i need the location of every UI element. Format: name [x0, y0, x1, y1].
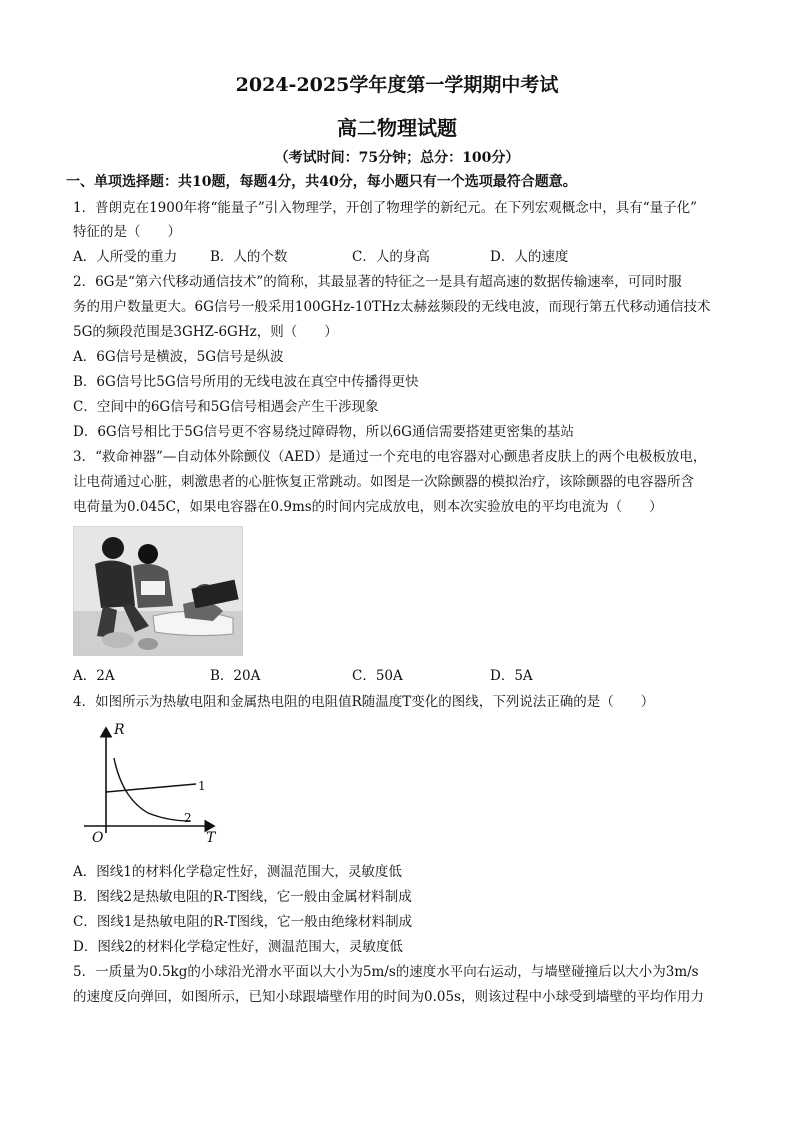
q2-option-b: B．6G信号比5G信号所用的无线电波在真空中传播得更快: [73, 374, 419, 390]
q2-option-d: D．6G信号相比于5G信号更不容易绕过障碍物，所以6G通信需要搭建更密集的基站: [73, 424, 574, 440]
question-1-line-1: 1．普朗克在1900年将“能量子”引入物理学，开创了物理学的新纪元。在下列宏观概念中，具有“量子化”: [73, 200, 698, 216]
section-heading: 一、单项选择题：共10题，每题4分，共40分，每小题只有一个选项最符合题意。: [66, 174, 577, 190]
q1-option-a: A．人所受的重力: [73, 249, 178, 265]
q3-option-c: C．50A: [352, 668, 403, 684]
question-2-line-1: 2．6G是“第六代移动通信技术”的简称，其最显著的特征之一是具有超高速的数据传输速率，可同时服: [73, 274, 682, 290]
q3-option-a: A．2A: [73, 668, 115, 684]
question-3-line-1: 3．“救命神器”—自动体外除颤仪（AED）是通过一个充电的电容器对心颤患者皮肤上的两个电极板放电，: [73, 449, 707, 465]
q1-option-c: C．人的身高: [352, 249, 430, 265]
question-5-line-1: 5．一质量为0.5kg的小球沿光滑水平面以大小为5m/s的速度水平向右运动，与墙壁碰撞后以大小为3m/s: [73, 964, 699, 980]
question-3-line-3: 电荷量为0.045C，如果电容器在0.9ms的时间内完成放电，则本次实验放电的平均电流为（ ）: [73, 499, 663, 515]
q2-option-a: A．6G信号是横波，5G信号是纵波: [73, 349, 284, 365]
origin-label: O: [92, 830, 104, 846]
curve-1: [106, 784, 196, 792]
exam-subtitle: 高二物理试题: [337, 116, 457, 140]
question-1-line-2: 特征的是（ ）: [73, 224, 181, 240]
y-axis-label: R: [114, 722, 125, 738]
exam-info: （考试时间：75分钟；总分：100分）: [274, 150, 520, 166]
question-2-line-3: 5G的频段范围是3GHZ-6GHz，则（ ）: [73, 324, 338, 340]
q4-option-c: C．图线1是热敏电阻的R-T图线，它一般由绝缘材料制成: [73, 914, 413, 930]
curve-2-label: 2: [184, 811, 192, 825]
q4-option-a: A．图线1的材料化学稳定性好，测温范围大，灵敏度低: [73, 864, 402, 880]
q2-option-c: C．空间中的6G信号和5G信号相遇会产生干涉现象: [73, 399, 379, 415]
r-t-graph: [78, 718, 228, 846]
question-5-line-2: 的速度反向弹回，如图所示，已知小球跟墙壁作用的时间为0.05s，则该过程中小球受到墙壁的平均作用力: [73, 989, 704, 1005]
q3-option-b: B．20A: [210, 668, 261, 684]
x-axis-label: T: [206, 830, 216, 846]
exam-title: 2024-2025学年度第一学期期中考试: [235, 74, 559, 96]
q4-option-b: B．图线2是热敏电阻的R-T图线，它一般由金属材料制成: [73, 889, 412, 905]
question-3-line-2: 让电荷通过心脏，刺激患者的心脏恢复正常跳动。如图是一次除颤器的模拟治疗，该除颤器的电容器所含: [73, 474, 694, 490]
question-4-line-1: 4．如图所示为热敏电阻和金属热电阻的电阻值R随温度T变化的图线，下列说法正确的是（ ）: [73, 694, 655, 710]
q3-option-d: D．5A: [490, 668, 533, 684]
q1-option-b: B．人的个数: [210, 249, 288, 265]
curve-1-label: 1: [198, 779, 206, 793]
q1-option-d: D．人的速度: [490, 249, 569, 265]
aed-training-photo: [73, 526, 243, 656]
q4-option-d: D．图线2的材料化学稳定性好，测温范围大，灵敏度低: [73, 939, 403, 955]
question-2-line-2: 务的用户数量更大。6G信号一般采用100GHz-10THz太赫兹频段的无线电波，而现行第五代移动通信技术: [73, 299, 711, 315]
curve-2: [114, 758, 190, 821]
